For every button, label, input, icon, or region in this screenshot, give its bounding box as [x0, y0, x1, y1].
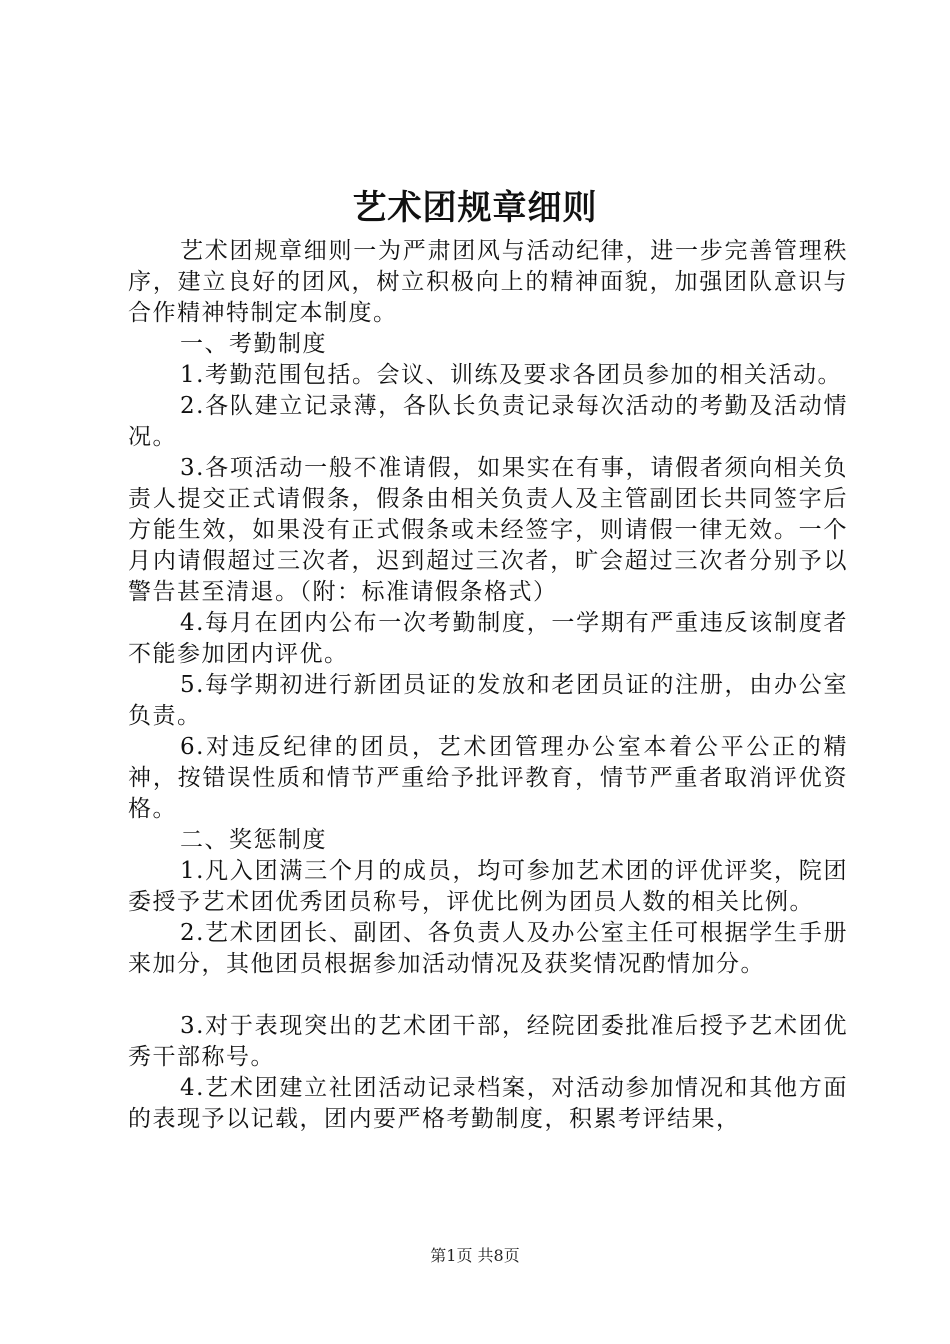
rewards-item-4: 4.艺术团建立社团活动记录档案，对活动参加情况和其他方面的表现予以记载，团内要严格考勤制度，积累考评结果，	[128, 1075, 848, 1132]
section-heading-rewards: 二、奖惩制度	[180, 827, 327, 853]
rewards-item-3: 3.对于表现突出的艺术团干部，经院团委批准后授予艺术团优秀干部称号。	[128, 1013, 848, 1070]
rewards-item-1: 1.凡入团满三个月的成员，均可参加艺术团的评优评奖，院团委授予艺术团优秀团员称号，评优比例为团员人数的相关比例。	[128, 858, 848, 915]
section-heading-attendance: 一、考勤制度	[180, 331, 327, 357]
blank-line	[128, 980, 848, 1011]
attendance-item-4: 4.每月在团内公布一次考勤制度，一学期有严重违反该制度者不能参加团内评优。	[128, 610, 848, 667]
document-title: 艺术团规章细则	[352, 188, 598, 228]
intro-paragraph: 艺术团规章细则一为严肃团风与活动纪律，进一步完善管理秩序，建立良好的团风，树立积极向上的精神面貌，加强团队意识与合作精神特制定本制度。	[128, 238, 848, 326]
attendance-item-3: 3.各项活动一般不准请假，如果实在有事，请假者须向相关负责人提交正式请假条，假条由相关负责人及主管副团长共同签字后方能生效，如果没有正式假条或未经签字，则请假一律无效。一个月内请假超过三次者，迟到超过三次者，旷会超过三次者分别予以警告甚至清退。（附：标准请假条格式）	[128, 455, 848, 605]
page-footer: 第1页 共8页	[430, 1246, 520, 1265]
rewards-item-2: 2.艺术团团长、副团、各负责人及办公室主任可根据学生手册来加分，其他团员根据参加活动情况及获奖情况酌情加分。	[128, 920, 848, 977]
attendance-item-6: 6.对违反纪律的团员，艺术团管理办公室本着公平公正的精神，按错误性质和情节严重给予批评教育，情节严重者取消评优资格。	[128, 734, 848, 822]
attendance-item-5: 5.每学期初进行新团员证的发放和老团员证的注册，由办公室负责。	[128, 672, 848, 729]
attendance-item-1: 1.考勤范围包括。会议、训练及要求各团员参加的相关活动。	[180, 362, 842, 388]
attendance-item-2: 2.各队建立记录薄，各队长负责记录每次活动的考勤及活动情况。	[128, 393, 848, 450]
document-body	[128, 236, 848, 1135]
